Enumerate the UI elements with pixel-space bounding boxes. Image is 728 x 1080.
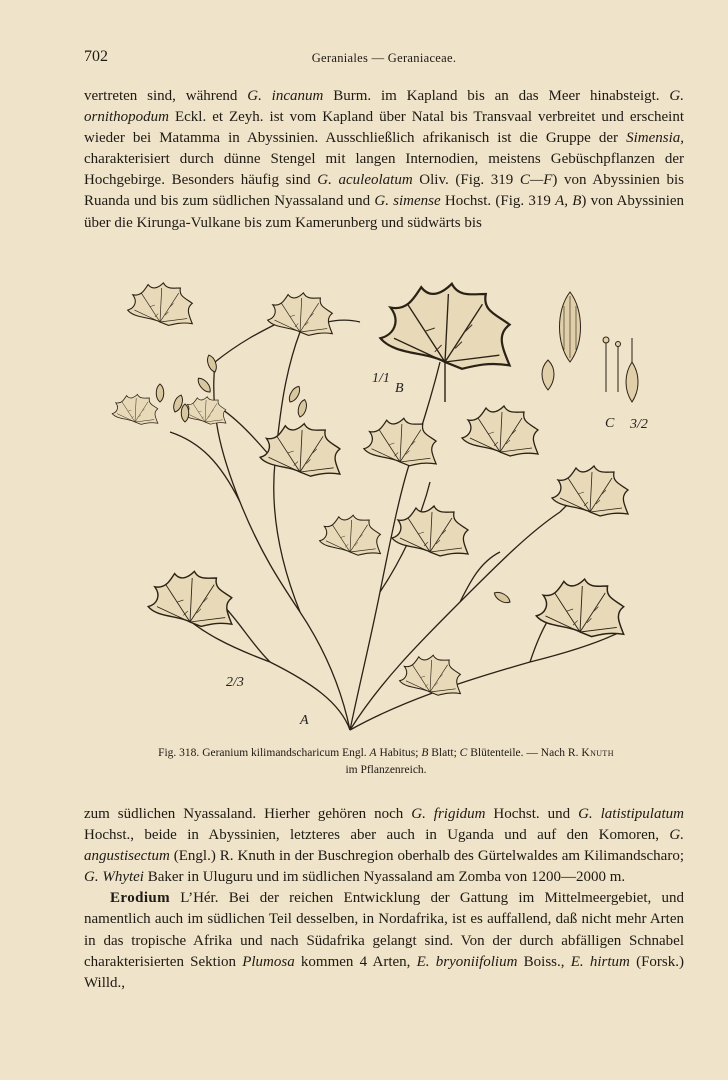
scale-a: 2/3 [226,675,244,690]
section-name: Plumosa [242,953,295,970]
top-paragraph [84,86,684,234]
caption-author: Knuth [581,747,614,759]
species-name: G. Whytei [84,869,144,886]
habit-leaves [112,283,628,695]
text-run: vertreten sind, während [84,88,248,104]
text-run: charakterisiert durch dünne Stengel mit langen Internodien, meistens Gebüschpflanzen der Hochgebirge. Besonders häufig sind [84,151,684,189]
species-name: G. simense [374,193,441,210]
genus-heading: Erodium [110,890,171,907]
text-run: Hochst., beide in Abyssinien, letzteres aber auch in Uganda und auf den Komoren, [84,827,670,844]
figure-reference: A, B [555,193,582,210]
group-name: Simensia, [626,130,684,147]
page-number: 702 [84,48,108,65]
caption-text: Blütenteile. — Nach R. [467,747,582,759]
habit-buds [156,354,512,605]
caption-text: Blatt; [428,747,460,759]
scale-b: 1/1 [372,371,390,386]
text-run: Baker in Uluguru und im südlichen Nyassaland am Zomba von 1200—2000 m. [143,869,626,886]
text-run: kommen 4 Arten, [294,953,417,970]
caption-ref: B [421,747,429,759]
figure-reference: C—F [519,172,553,189]
text-run: (Engl.) R. Knuth in der Buschregion oberhalb des Gürtelwaldes am Kilimandscharo; [169,848,684,865]
text-run: Boiss., [517,953,571,970]
species-name: G. angustisectum [84,827,684,865]
scale-c: 3/2 [630,417,648,432]
caption-text: Habitus; [376,747,422,759]
paragraph-geranium [84,804,684,888]
caption-ref: C [459,747,468,759]
caption-ref: A [369,747,377,759]
plant-drawing [100,262,700,734]
species-name: E. bryoniifolium [416,953,518,970]
running-title: Geraniales — Geraniaceae. [311,51,457,65]
text-run: ) von Abyssinien über die Kirunga-Vulkane bis zum Kamerunberg und südwärts bis [84,193,685,231]
text-run: zum südlichen Nyassaland. Hierher gehören noch [84,806,412,822]
text-run: L’Hér. Bei der reichen Entwicklung der Gattung im Mittelmeergebiet, und namentlich auch im südlichen Teil desselben, in Nordafrika, ist es auffallend, daß nicht mehr Arten in das tropische Afrika und nach Südafrika gelangt sind. Von der durch abfälligen Schnabel charakterisierten Sektion [84,890,684,970]
text-run: ) von Abyssinien bis Ruanda und bis zum südlichen Nyassaland und [84,172,684,210]
species-name: E. hirtum [570,953,630,970]
page-header [84,48,684,70]
botanical-illustration [100,262,700,734]
label-c: C [605,416,615,431]
species-name: G. incanum [247,88,324,104]
text-run: (Forsk.) Willd., [84,953,684,991]
bottom-text [84,804,684,994]
text-run: Hochst. und [485,806,579,822]
text-run: Burm. im Kapland bis an das Meer hinabsteigt. [323,88,670,104]
text-run: Hochst. (Fig. 319 [440,193,556,210]
species-name: G. latistipulatum [578,806,684,822]
text-run: Eckl. et Zeyh. ist vom Kapland über Natal bis Transvaal verbreitet und erscheint wieder bei Matamma in Abyssinien. Ausschließlich afrikanisch ist die Gruppe der [84,109,684,147]
figure-number: Fig. 318. [158,747,200,759]
figure-caption [84,745,688,779]
caption-species: Geranium kilimandscharicum Engl. [199,747,370,759]
label-a: A [300,713,309,728]
text-run: Oliv. (Fig. 319 [412,172,520,189]
species-name: G. ornithopodum [84,88,684,126]
species-name: G. frigidum [411,806,486,822]
caption-source: im Pflanzenreich. [345,764,427,776]
species-name: G. aculeolatum [317,172,413,189]
label-b: B [395,381,404,396]
flower-parts-c [542,292,638,402]
paragraph-erodium [84,888,684,993]
